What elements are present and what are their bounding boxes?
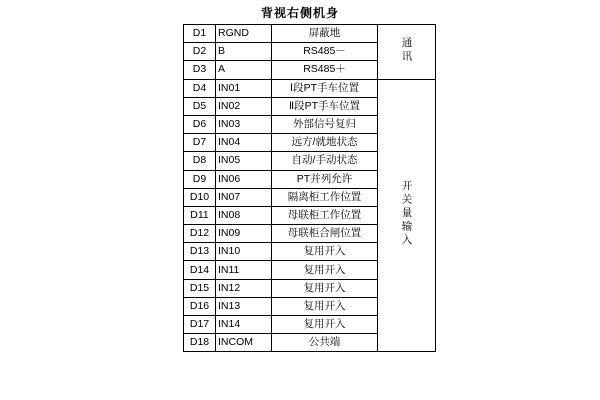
signal-description: 复用开入 [272, 261, 378, 279]
group-label-text: 开关量输入 [400, 180, 413, 248]
signal-name: IN08 [216, 206, 272, 224]
signal-name: IN02 [216, 97, 272, 115]
signal-name: B [216, 43, 272, 61]
group-label-communication [378, 25, 436, 80]
terminal-id: D8 [184, 152, 216, 170]
page-title: 背视右侧机身 [260, 6, 339, 20]
terminal-id: D6 [184, 115, 216, 133]
terminal-id: D10 [184, 188, 216, 206]
terminal-id: D11 [184, 206, 216, 224]
terminal-id: D15 [184, 279, 216, 297]
terminal-id: D16 [184, 297, 216, 315]
terminal-id: D13 [184, 243, 216, 261]
signal-description: 复用开入 [272, 297, 378, 315]
signal-name: RGND [216, 25, 272, 43]
signal-description: 复用开入 [272, 316, 378, 334]
terminal-id: D17 [184, 316, 216, 334]
terminal-id: D14 [184, 261, 216, 279]
signal-name: IN06 [216, 170, 272, 188]
signal-name: IN12 [216, 279, 272, 297]
signal-description: RS485－ [272, 43, 378, 61]
table-row [184, 79, 436, 97]
signal-name: IN13 [216, 297, 272, 315]
terminal-id: D2 [184, 43, 216, 61]
terminal-id: D3 [184, 61, 216, 79]
signal-name: IN14 [216, 316, 272, 334]
terminal-id: D18 [184, 334, 216, 352]
terminal-id: D5 [184, 97, 216, 115]
signal-description: Ⅱ段PT手车位置 [272, 97, 378, 115]
signal-description: 复用开入 [272, 243, 378, 261]
signal-name: IN05 [216, 152, 272, 170]
table-body [184, 25, 436, 352]
signal-description: 自动/手动状态 [272, 152, 378, 170]
signal-description: 母联柜合闸位置 [272, 225, 378, 243]
group-label-text: 通讯 [400, 36, 413, 64]
signal-name: IN07 [216, 188, 272, 206]
signal-description: 外部信号复归 [272, 115, 378, 133]
table-row [184, 25, 436, 43]
signal-name: IN01 [216, 79, 272, 97]
signal-description: Ⅰ段PT手车位置 [272, 79, 378, 97]
signal-name: IN11 [216, 261, 272, 279]
group-label-digital-input [378, 79, 436, 352]
terminal-id: D9 [184, 170, 216, 188]
signal-name: IN04 [216, 134, 272, 152]
signal-name: A [216, 61, 272, 79]
terminal-table-container [183, 24, 436, 352]
terminal-id: D4 [184, 79, 216, 97]
signal-name: IN03 [216, 115, 272, 133]
signal-description: RS485＋ [272, 61, 378, 79]
signal-description: 母联柜工作位置 [272, 206, 378, 224]
signal-description: 屏蔽地 [272, 25, 378, 43]
terminal-pinout-table [183, 24, 436, 352]
signal-description: 远方/就地状态 [272, 134, 378, 152]
terminal-id: D1 [184, 25, 216, 43]
signal-name: INCOM [216, 334, 272, 352]
terminal-id: D12 [184, 225, 216, 243]
signal-description: PT并列允许 [272, 170, 378, 188]
signal-description: 公共端 [272, 334, 378, 352]
signal-name: IN10 [216, 243, 272, 261]
signal-description: 复用开入 [272, 279, 378, 297]
signal-description: 隔离柜工作位置 [272, 188, 378, 206]
terminal-id: D7 [184, 134, 216, 152]
signal-name: IN09 [216, 225, 272, 243]
